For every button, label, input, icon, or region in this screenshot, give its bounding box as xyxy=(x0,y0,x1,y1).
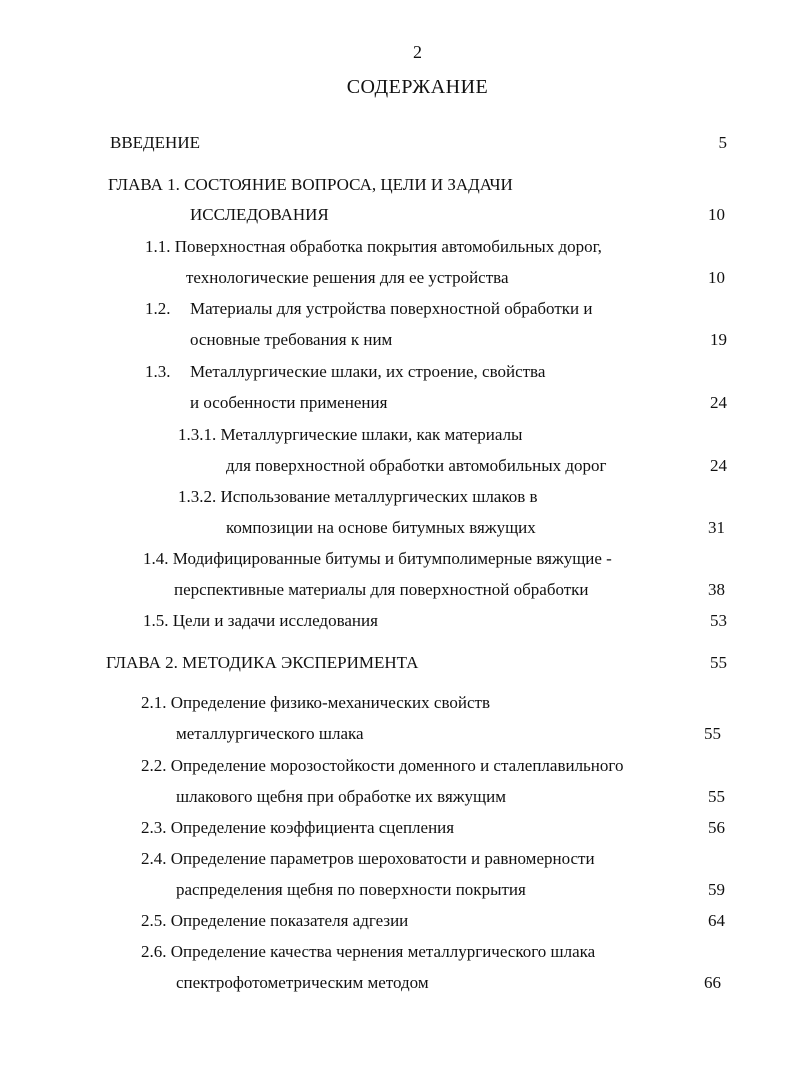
toc-entry-1-2-number: 1.2. xyxy=(145,299,171,318)
toc-entry-2-1: 2.1. Определение физико-механических свойств xyxy=(141,693,490,712)
toc-entry-2-2: 2.2. Определение морозостойкости доменного и сталеплавильного xyxy=(141,756,624,775)
toc-page-1-4: 38 xyxy=(708,580,725,599)
toc-page-1-1: 10 xyxy=(708,268,725,287)
toc-page-chapter2: 55 xyxy=(710,653,727,672)
toc-entry-chapter1-cont: ИССЛЕДОВАНИЯ xyxy=(190,205,329,224)
page-number: 2 xyxy=(413,42,422,62)
toc-entry-2-1-cont: металлургического шлака xyxy=(176,724,364,743)
toc-entry-1-1: 1.1. Поверхностная обработка покрытия автомобильных дорог, xyxy=(145,237,602,256)
toc-entry-1-3-cont: и особенности применения xyxy=(190,393,388,412)
toc-page-2-5: 64 xyxy=(708,911,725,930)
toc-entry-2-6: 2.6. Определение качества чернения металлургического шлака xyxy=(141,942,596,961)
toc-entry-1-1-cont: технологические решения для ее устройства xyxy=(186,268,509,287)
toc-page-chapter1: 10 xyxy=(708,205,725,224)
toc-page-1-2: 19 xyxy=(710,330,727,349)
toc-entry-1-2: Материалы для устройства поверхностной обработки и xyxy=(190,299,593,318)
toc-page-1-3-2: 31 xyxy=(708,518,725,537)
toc-page-2-2: 55 xyxy=(708,787,725,806)
toc-page-2-6: 66 xyxy=(704,973,721,992)
toc-entry-1-3-number: 1.3. xyxy=(145,362,171,381)
toc-title: СОДЕРЖАНИЕ xyxy=(346,76,489,98)
toc-page-1-3: 24 xyxy=(710,393,727,412)
toc-entry-1-5: 1.5. Цели и задачи исследования xyxy=(143,611,378,630)
toc-entry-2-6-cont: спектрофотометрическим методом xyxy=(176,973,429,992)
toc-entry-1-3: Металлургические шлаки, их строение, свойства xyxy=(190,362,546,381)
toc-entry-1-2-cont: основные требования к ним xyxy=(190,330,393,349)
toc-entry-1-4-cont: перспективные материалы для поверхностной обработки xyxy=(174,580,589,599)
toc-entry-2-5: 2.5. Определение показателя адгезии xyxy=(141,911,409,930)
toc-entry-1-3-2: 1.3.2. Использование металлургических шлаков в xyxy=(178,487,538,506)
toc-page-2-1: 55 xyxy=(704,724,721,743)
toc-entry-2-4-cont: распределения щебня по поверхности покрытия xyxy=(176,880,526,899)
toc-entry-intro: ВВЕДЕНИЕ xyxy=(110,133,200,152)
toc-entry-1-3-1-cont: для поверхностной обработки автомобильных дорог xyxy=(226,456,607,475)
toc-page-2-4: 59 xyxy=(708,880,725,899)
toc-page-1-5: 53 xyxy=(710,611,727,630)
toc-entry-1-3-1: 1.3.1. Металлургические шлаки, как материалы xyxy=(178,425,523,444)
toc-page-1-3-1: 24 xyxy=(710,456,727,475)
toc-entry-chapter1: ГЛАВА 1. СОСТОЯНИЕ ВОПРОСА, ЦЕЛИ И ЗАДАЧИ xyxy=(108,175,513,194)
toc-entry-chapter2: ГЛАВА 2. МЕТОДИКА ЭКСПЕРИМЕНТА xyxy=(106,653,419,672)
toc-entry-2-4: 2.4. Определение параметров шероховатости и равномерности xyxy=(141,849,595,868)
toc-entry-2-2-cont: шлакового щебня при обработке их вяжущим xyxy=(176,787,506,806)
toc-page-intro: 5 xyxy=(718,133,727,152)
toc-page-2-3: 56 xyxy=(708,818,725,837)
toc-entry-2-3: 2.3. Определение коэффициента сцепления xyxy=(141,818,455,837)
toc-entry-1-4: 1.4. Модифицированные битумы и битумполимерные вяжущие - xyxy=(143,549,612,568)
toc-entry-1-3-2-cont: композиции на основе битумных вяжущих xyxy=(226,518,536,537)
